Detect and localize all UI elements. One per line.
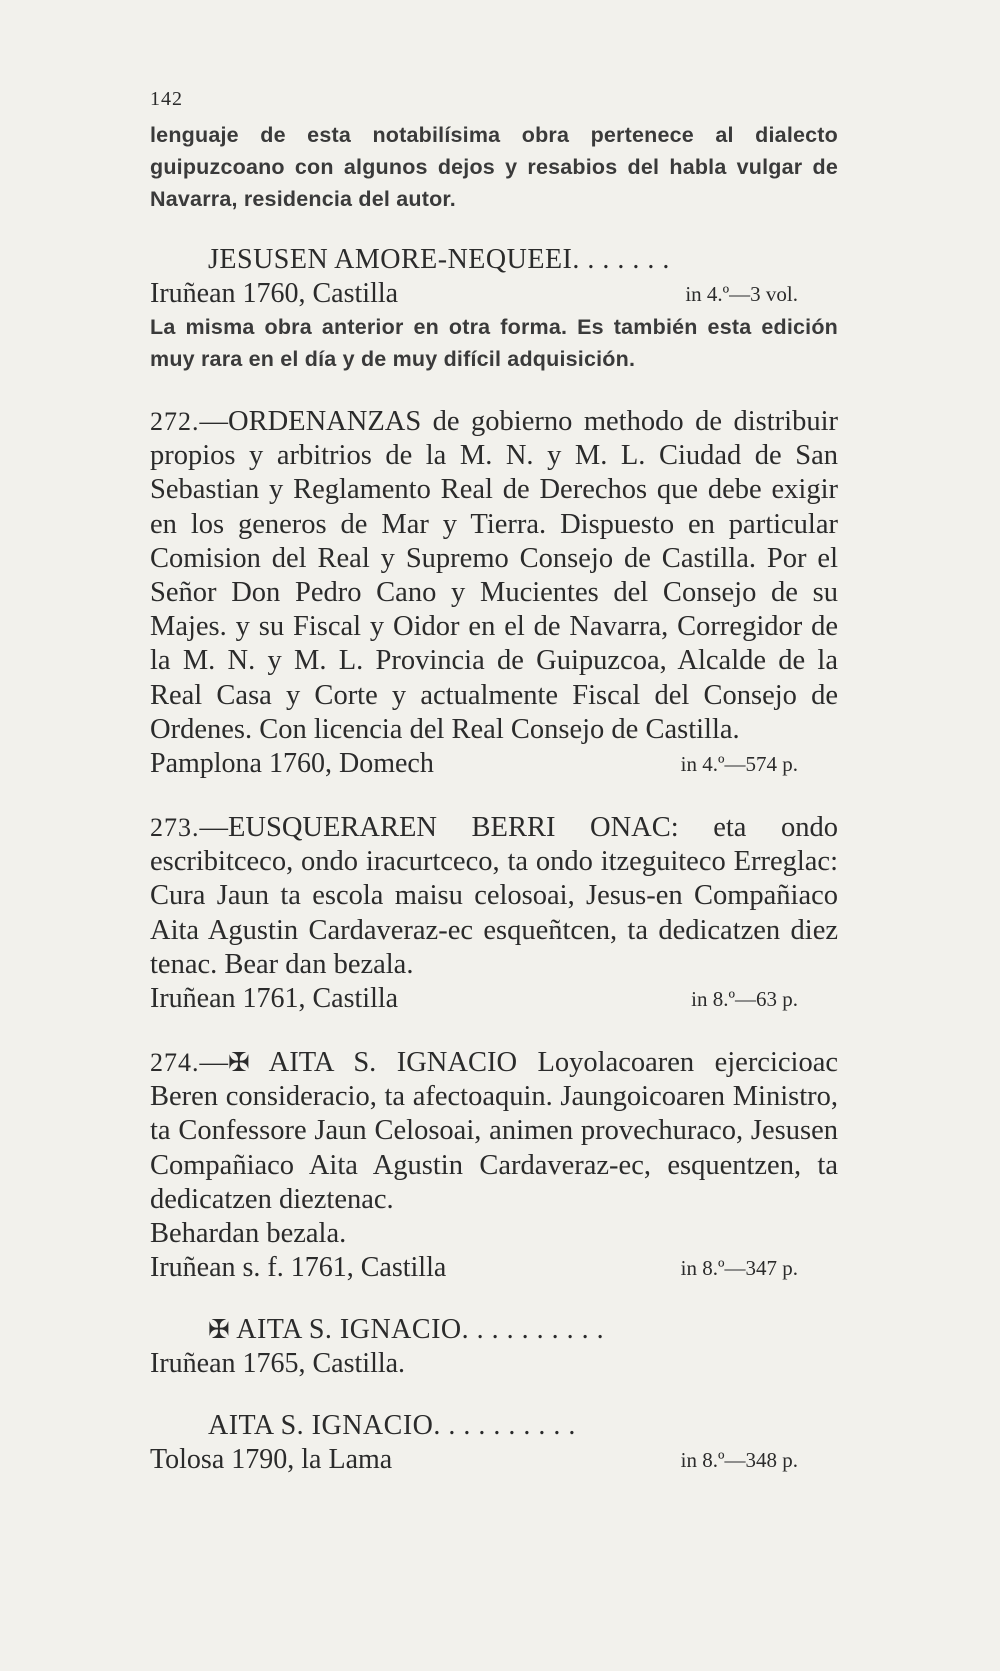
entry-title-line [150, 1313, 838, 1347]
entry-dash: — [199, 1047, 228, 1079]
intro-note: lenguaje de esta notabilísima obra pertenece al dialecto guipuzcoano con algunos dejos y resabios del habla vulgar de Navarra, residencia del autor. [150, 123, 838, 211]
imprint-line [150, 277, 838, 311]
imprint-format: in 8.º—347 p. [680, 1256, 798, 1281]
imprint-place: Iruñean 1761, Castilla [150, 983, 399, 1015]
entry-text [150, 405, 838, 747]
imprint-line [150, 747, 838, 781]
entry-number: 272. [150, 407, 200, 436]
entry-title: AITA S. IGNACIO. . . . . . . . . . [208, 1410, 576, 1442]
imprint-place: Iruñean 1760, Castilla [150, 278, 399, 309]
entry-272 [150, 405, 838, 781]
maltese-cross-icon: ✠ [208, 1315, 231, 1345]
imprint-format: in 8.º—348 p. [680, 1448, 798, 1473]
entry-extra: Behardan bezala. [150, 1218, 347, 1250]
entry-274 [150, 1046, 838, 1285]
imprint-place: Tolosa 1790, la Lama [150, 1444, 393, 1476]
entry-note: La misma obra anterior en otra forma. Es también esta edición muy rara en el día y de muy difícil adquisición. [150, 315, 838, 371]
entry-body: —ORDENANZAS de gobierno methodo de distribuir propios y arbitrios de la M. N. y M. L. Ciudad de San Sebastian y Reglamento Real de Derechos que debe exigir en los generos de Mar y Tierra. Dispuesto en particular Comision del Real y Supremo Consejo de Castilla. Por el Señor Don Pedro Cano y Mucientes del Consejo de su Majes. y su Fiscal y Oidor en el de Navarra, Corregidor de la M. N. y M. L. Provincia de Guipuzcoa, Alcalde de la Real Casa y Corte y actualmente Fiscal del Consejo de Ordenes. Con licencia del Real Consejo de Castilla. [150, 406, 838, 745]
entry-aita-1790 [150, 1409, 838, 1477]
entry-273 [150, 811, 838, 1016]
entry-jesusen [150, 243, 838, 375]
imprint-place: Iruñean s. f. 1761, Castilla [150, 1252, 447, 1284]
imprint-line [150, 1443, 838, 1477]
entry-title: AITA S. IGNACIO. . . . . . . . . . [236, 1314, 605, 1346]
imprint-place: Pamplona 1760, Domech [150, 748, 434, 780]
imprint-format: in 8.º—63 p. [691, 987, 798, 1012]
imprint-line [150, 1251, 838, 1285]
entry-title: JESUSEN AMORE-NEQUEEI. . . . . . . [208, 244, 670, 275]
imprint-format: in 4.º—3 vol. [685, 282, 798, 306]
book-page [150, 88, 838, 1477]
entry-body: AITA S. IGNACIO Loyolacoaren ejercicioac Beren consideracio, ta afectoaquin. Jaungoicoaren Ministro, ta Confessore Jaun Celosoai, animen provechuraco, Jesusen Compañiaco Aita Agustin Cardaveraz-ec, esquentzen, ta dedicatzen dieztenac. [150, 1047, 838, 1215]
entry-number: 273. [150, 813, 200, 843]
imprint-line [150, 982, 838, 1016]
imprint-line [150, 1347, 838, 1381]
page-number: 142 [150, 88, 183, 110]
entry-text [150, 1046, 838, 1217]
imprint-place: Iruñean 1765, Castilla. [150, 1348, 406, 1380]
maltese-cross-icon: ✠ [228, 1048, 250, 1078]
entry-number: 274. [150, 1048, 200, 1078]
imprint-format: in 4.º—574 p. [680, 752, 798, 777]
entry-aita-1765 [150, 1313, 838, 1381]
entry-text [150, 811, 838, 982]
entry-body: —EUSQUERAREN BERRI ONAC: eta ondo escribitceco, ondo iracurtceco, ta ondo itzeguiteco Erreglac: Cura Jaun ta escola maisu celosoai, Jesus-en Compañiaco Aita Agustin Cardaveraz-ec esqueñtcen, ta dedicatzen diez tenac. Bear dan bezala. [150, 812, 838, 980]
